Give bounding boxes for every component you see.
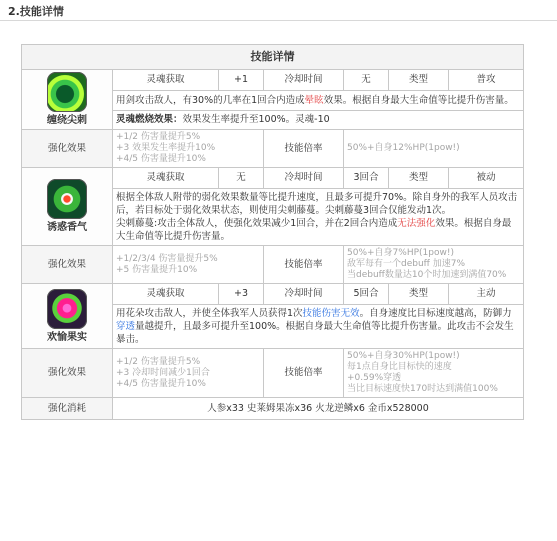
skill2-name: 诱惑香气 [47, 222, 87, 233]
enhance-cost-value: 人参x33 史莱姆果冻x36 火龙逆鳞x6 金币x528000 [113, 398, 524, 420]
skill2-cooldown-value: 3回合 [344, 168, 389, 189]
skill2-cooldown-label: 冷却时间 [264, 168, 344, 189]
skill3-cooldown-label: 冷却时间 [264, 284, 344, 305]
skill1-enhance-line: +3 效果发生率提升10% [116, 143, 216, 153]
section-title: 2.技能详情 [8, 5, 64, 18]
skill1-desc-part-a: 用剑攻击敌人，有30%的几率在1回合内造成 [116, 94, 305, 106]
skill1-stun-keyword: 晕眩 [304, 94, 324, 106]
skill2-desc-part-2 [116, 217, 520, 243]
skill2-ratio-line: 50%+自身7%HP(1pow!) [347, 248, 454, 258]
skill1-type-label: 类型 [389, 70, 449, 91]
skill2-stat-row [22, 168, 524, 189]
skill3-type-value: 主动 [449, 284, 524, 305]
skill3-enhance-list [113, 349, 264, 398]
skill2-ratio-line: 敌军每有一个debuff 加速7% [347, 259, 466, 269]
skill2-icon-cell [22, 168, 113, 246]
skill3-type-label: 类型 [389, 284, 449, 305]
skill1-ratio-value: 50%+自身12%HP(1pow!) [344, 130, 524, 168]
skill3-enhance-line: +1/2 伤害量提升5% [116, 356, 201, 367]
skill1-enhance-label: 强化效果 [22, 130, 113, 168]
skill3-ratio-line: 每1点自身比目标快的速度 [347, 362, 452, 372]
table-title: 技能详情 [22, 45, 524, 70]
skill3-ratio-value [344, 349, 524, 398]
skill2-ratio-label: 技能倍率 [264, 246, 344, 284]
skill3-desc-part-c: 量越提升，且最多可提升至100%。根据自身最大生命值等比提升伤害量。此攻击不会发生暴击。 [116, 321, 514, 345]
skill2-enhance-row [22, 246, 524, 284]
skill1-type-value: 普攻 [449, 70, 524, 91]
skill2-enhance-list [113, 246, 264, 284]
skill3-ratio-label: 技能倍率 [264, 349, 344, 398]
skill2-soul-value: 无 [219, 168, 264, 189]
green-blade-icon [47, 72, 87, 112]
skill2-soul-label: 灵魂获取 [113, 168, 219, 189]
skill-detail-table [21, 44, 524, 420]
skill1-enhance-line: +4/5 伤害量提升10% [116, 154, 206, 164]
skill2-desc-part-1: 根据全体敌人附带的弱化效果数量等比提升速度，且最多可提升70%。除自身外的我军人员攻击后，若目标处于弱化效果状态，则使用尖刺藤蔓。尖刺藤蔓3回合仅能发动1次。 [116, 192, 518, 216]
skill2-enhance-line: +1/2/3/4 伤害量提升5% [116, 253, 218, 264]
skill2-description [113, 189, 524, 246]
skill2-desc-part-2b: 效果。根据自身最大生命值等比提升伤害量。 [116, 218, 512, 242]
skill1-ratio-label: 技能倍率 [264, 130, 344, 168]
skill3-soul-label: 灵魂获取 [113, 284, 219, 305]
skill3-name: 欢愉果实 [47, 331, 87, 343]
skill1-stat-row [22, 70, 524, 91]
table-header-row [22, 45, 524, 70]
skill2-enhance-line: +5 伤害量提升10% [116, 264, 198, 275]
skill1-soulburn-title: 灵魂燃烧效果： [116, 114, 183, 126]
skill1-description [113, 91, 524, 111]
skill3-desc-part-a: 用花朵攻击敌人，并使全体我军人员获得1次 [116, 308, 303, 319]
skill3-ratio-line: 当比目标速度快170时达到满值100% [347, 384, 498, 394]
skill1-soulburn [113, 110, 524, 130]
skill1-enhance-row [22, 130, 524, 168]
skill3-penetrate-keyword: 穿透 [116, 321, 136, 332]
skill3-enhance-label: 强化效果 [22, 349, 113, 398]
pink-fruit-icon [47, 289, 87, 329]
skill2-type-label: 类型 [389, 168, 449, 189]
skill2-unbuffable-keyword: 无法强化 [397, 218, 436, 229]
skill1-icon-cell [22, 70, 113, 130]
skill3-cooldown-value: 5回合 [344, 284, 389, 305]
skill3-ratio-line: +0.59%穿透 [347, 373, 402, 383]
thorn-flower-icon [47, 179, 87, 219]
skill3-enhance-line: +3 冷却时间减少1回合 [116, 367, 210, 378]
enhance-cost-row [22, 398, 524, 420]
skill2-enhance-label: 强化效果 [22, 246, 113, 284]
skill1-desc-part-b: 效果。根据自身最大生命值等比提升伤害量。 [323, 94, 514, 106]
skill3-ratio-line: 50%+自身30%HP(1pow!) [347, 351, 460, 361]
skill3-soul-value: +3 [219, 284, 264, 305]
skill3-enhance-row [22, 349, 524, 398]
skill2-ratio-value [344, 246, 524, 284]
skill3-desc-part-b: 。自身速度比目标速度越高，防御力 [359, 308, 512, 319]
skill1-cooldown-value: 无 [344, 70, 389, 91]
skill1-enhance-list [113, 130, 264, 168]
skill1-soulburn-text: 效果发生率提升至100%。灵魂-10 [182, 114, 330, 126]
skill3-stat-row [22, 284, 524, 305]
skill1-cooldown-label: 冷却时间 [264, 70, 344, 91]
skill1-name: 缠绕尖刺 [47, 115, 87, 126]
title-divider [0, 20, 557, 21]
skill3-enhance-line: +4/5 伤害量提升10% [116, 378, 206, 389]
skill1-enhance-line: +1/2 伤害量提升5% [116, 132, 201, 142]
skill2-ratio-line: 当debuff数量达10个时加速到满值70% [347, 270, 507, 280]
skill3-icon-cell [22, 284, 113, 349]
skill3-nullify-keyword: 技能伤害无效 [302, 308, 360, 319]
skill2-type-value: 被动 [449, 168, 524, 189]
skill1-soul-label: 灵魂获取 [113, 70, 219, 91]
enhance-cost-label: 强化消耗 [22, 398, 113, 420]
skill1-soul-value: +1 [219, 70, 264, 91]
skill3-description [113, 305, 524, 349]
skill2-desc-part-2a: 尖刺藤蔓:攻击全体敌人，使强化效果减少1回合，并在2回合内造成 [116, 218, 398, 229]
